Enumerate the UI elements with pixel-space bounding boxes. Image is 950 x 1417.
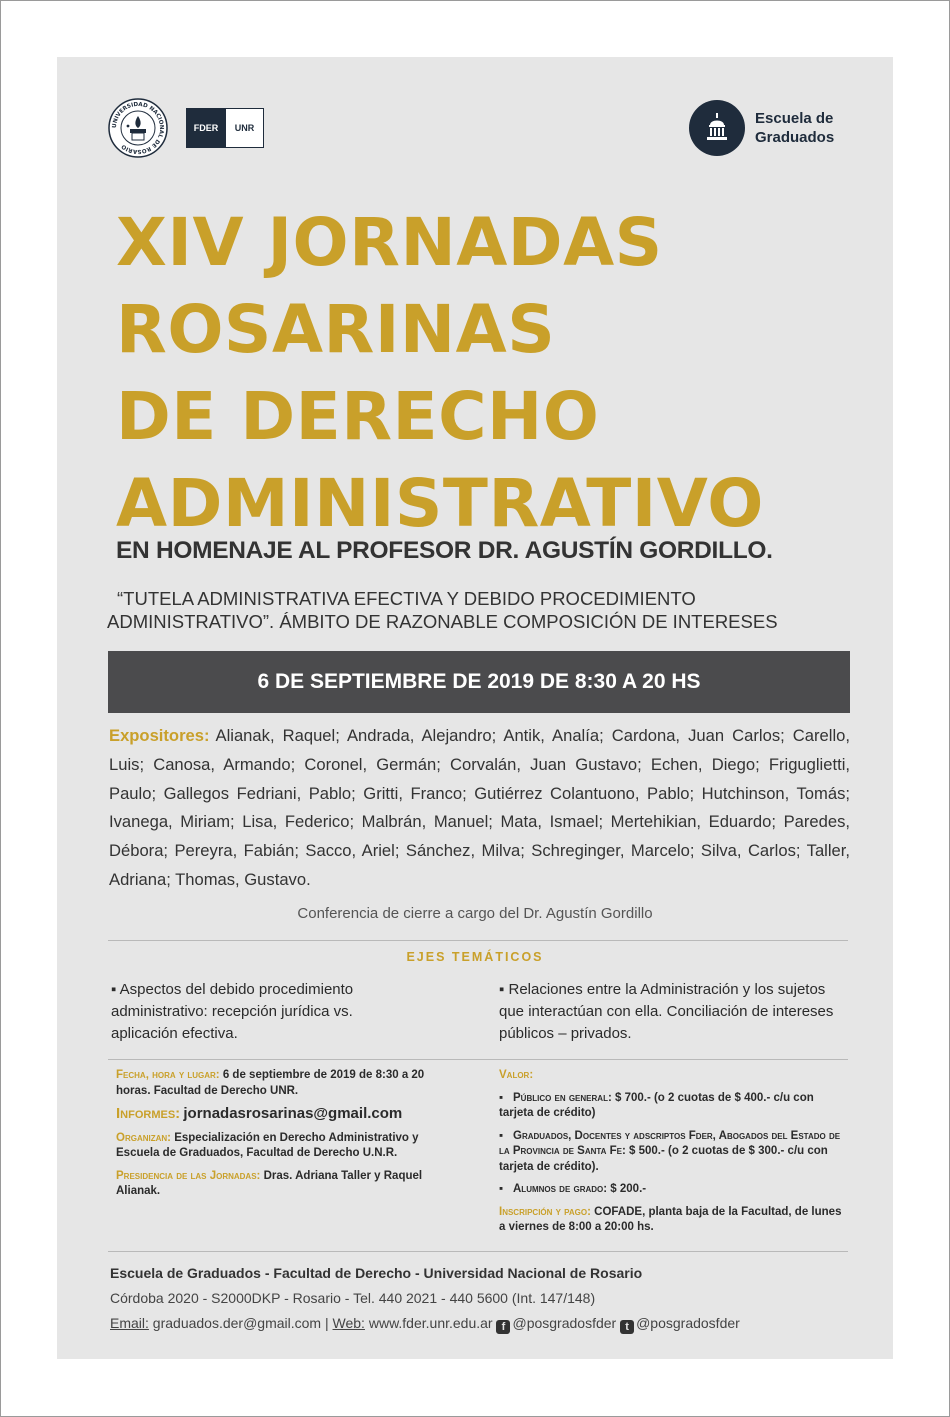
title-line-3: DE DERECHO [116, 378, 600, 455]
informes-label: Informes: [116, 1105, 181, 1122]
seal-text: UNIVERSIDAD NACIONAL DE ROSARIO [111, 101, 165, 155]
divider [108, 940, 848, 941]
footer-separator: | [324, 1315, 329, 1331]
footer-contacts [110, 1311, 850, 1336]
facebook-handle[interactable]: @posgradosfder [512, 1315, 617, 1331]
informes-info [116, 1106, 436, 1124]
title-line-2: ROSARINAS [116, 291, 556, 368]
date-bar: 6 DE SEPTIEMBRE DE 2019 DE 8:30 A 20 HS [108, 651, 850, 713]
unr-logo-text: UNR [225, 109, 263, 147]
fecha-info [116, 1068, 436, 1099]
web-link[interactable]: www.fder.unr.edu.ar [368, 1315, 493, 1331]
valor-item-2-label: Graduados, Docentes y adscriptos Fder, Abogados del Estado de la Provincia de Santa Fe: [499, 1129, 841, 1157]
tutela-line-2: ADMINISTRATIVO”. ÁMBITO DE RAZONABLE COMPOSICIÓN DE INTERESES [107, 611, 778, 632]
informes-email-link[interactable]: jornadasrosarinas@gmail.com [183, 1105, 403, 1122]
valor-item-1 [499, 1091, 844, 1122]
organizan-label: Organizan: [116, 1131, 171, 1144]
bullet-icon: ▪ [499, 1129, 504, 1142]
presidencia-label: Presidencia de las Jornadas: [116, 1169, 261, 1182]
info-left [116, 1068, 436, 1207]
expositores-label: Expositores: [109, 726, 210, 745]
title-line-1: XIV JORNADAS [116, 204, 663, 281]
footer-institution: Escuela de Graduados - Facultad de Derecho - Universidad Nacional de Rosario [110, 1265, 643, 1281]
event-title [116, 199, 876, 547]
web-label: Web: [332, 1315, 365, 1331]
bullet-icon: ▪ [499, 1091, 504, 1104]
valor-item-3 [499, 1182, 844, 1198]
fecha-text: 6 de septiembre de 2019 de 8:30 a 20 horas. Facultad de Derecho UNR. [116, 1069, 425, 1097]
organizan-text: Especialización en Derecho Administrativo y Escuela de Graduados, Facultad de Derecho U.N.R. [116, 1131, 419, 1159]
email-link[interactable]: graduados.der@gmail.com [152, 1315, 322, 1331]
twitter-icon: t [620, 1320, 634, 1334]
conferencia-cierre: Conferencia de cierre a cargo del Dr. Agustín Gordillo [297, 905, 653, 922]
valor-item-3-text: $ 200.- [610, 1183, 647, 1195]
valor-item-2-text: $ 500.- (o 2 cuotas de $ 300.- c/u con tarjeta de crédito). [499, 1145, 828, 1173]
valor-item-1-text: $ 700.- (o 2 cuotas de $ 400.- c/u con tarjeta de crédito) [499, 1091, 814, 1119]
poster [57, 57, 893, 1359]
tutela-theme [107, 587, 867, 633]
eje-tematico-1: ▪ Aspectos del debido procedimiento administrativo: recepción jurídica vs. aplicación efectiva. [111, 981, 354, 1042]
twitter-handle[interactable]: @posgradosfder [636, 1315, 740, 1331]
unr-seal-icon [108, 98, 168, 158]
presidencia-info [116, 1169, 436, 1200]
email-label: Email: [110, 1315, 149, 1331]
fder-logo-text: FDER [187, 109, 225, 147]
tutela-line-1: “TUTELA ADMINISTRATIVA EFECTIVA Y DEBIDO PROCEDIMIENTO [117, 588, 696, 609]
footer [110, 1261, 850, 1336]
bullet-icon: ▪ [499, 1183, 504, 1195]
homenaje-subtitle: EN HOMENAJE AL PROFESOR DR. AGUSTÍN GORDILLO. [116, 537, 773, 564]
fecha-label: Fecha, hora y lugar: [116, 1069, 220, 1081]
escuela-logo-line1: Escuela de [755, 110, 834, 127]
escuela-logo-line2: Graduados [755, 129, 835, 146]
footer-address: Córdoba 2020 - S2000DKP - Rosario - Tel. 440 2021 - 440 5600 (Int. 147/148) [110, 1290, 596, 1306]
expositores-block [109, 722, 850, 895]
escuela-logo-name [755, 109, 834, 147]
inscripcion-info [499, 1205, 844, 1236]
escuela-graduados-logo [689, 100, 834, 156]
presidencia-text: Dras. Adriana Taller y Raquel Alianak. [116, 1169, 423, 1197]
divider [108, 1059, 848, 1060]
building-dome-icon [689, 100, 745, 156]
title-line-4: ADMINISTRATIVO [116, 465, 764, 542]
valor-label: Valor: [499, 1069, 534, 1081]
inscripcion-label: Inscripción y pago: [499, 1205, 591, 1218]
fder-unr-logo [186, 108, 264, 148]
organizan-info [116, 1131, 436, 1162]
valor-heading [499, 1068, 844, 1084]
eje-tematico-2: ▪ Relaciones entre la Administración y los sujetos que interactúan con ella. Conciliación de intereses públicos – privados. [499, 981, 834, 1042]
valor-item-2 [499, 1129, 844, 1176]
expositores-list: Alianak, Raquel; Andrada, Alejandro; Antik, Analía; Cardona, Juan Carlos; Carello, Luis; Canosa, Armando; Coronel, Germán; Corvalán, Juan Gustavo; Echen, Diego; Friguglietti, Paulo; Gallegos Fedriani, Pablo; Gritti, Franco; Gutiérrez Colantuono, Pablo; Hutchinson, Tomás; Ivanega, Miriam; Lisa, Federico; Malbrán, Manuel; Mata, Ismael; Mertehikian, Eduardo; Paredes, Débora; Pereyra, Fabián; Sacco, Ariel; Sánchez, Milva; Schreginger, Marcelo; Silva, Carlos; Taller, Adriana; Thomas, Gustavo. [109, 726, 850, 889]
valor-item-1-label: Público en general: [513, 1091, 612, 1104]
facebook-icon: f [496, 1320, 510, 1334]
inscripcion-text: COFADE, planta baja de la Facultad, de lunes a viernes de 8:00 a 20:00 hs. [499, 1205, 842, 1233]
ejes-tematicos-title: EJES TEMÁTICOS [406, 950, 544, 964]
valor-item-3-label: Alumnos de grado: [513, 1183, 608, 1195]
info-right [499, 1068, 844, 1243]
divider [108, 1251, 848, 1252]
